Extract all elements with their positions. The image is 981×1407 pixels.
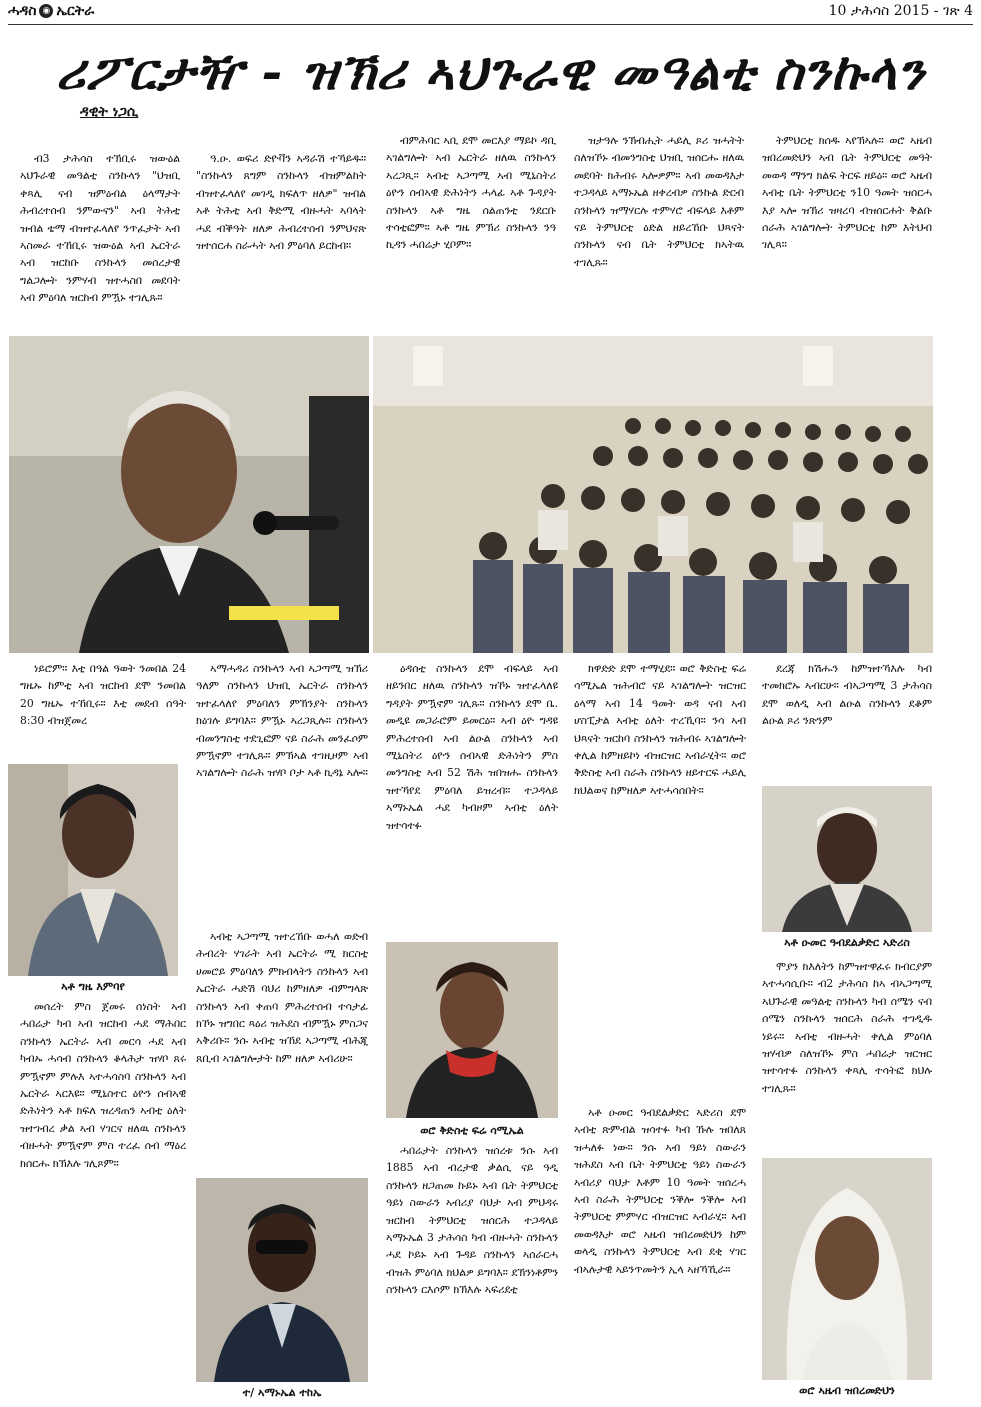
- page-headline: ሪፖርታዥ - ዝኽሪ ኣህጉራዊ መዓልቲ ስንኩላን: [55, 42, 926, 101]
- article-column-2: [196, 150, 366, 322]
- paragraph: ነይሮም። እቲ በዓል ዓወት ንመበል 24 ግዜኡ ከምቲ ኣብ ዝርከብ ደሞ ንመበል 20 ግዜኡ ተኸቢሩ። እቲ መደብ ሰዓት 8:30 ብዝጀመረ: [20, 662, 186, 728]
- paragraph: ኣብቲ ኣጋጣሚ ዝተረኸቡ ወሓለ ወድብ ሕብረት ሃገራት ኣብ ኤርትራ ሚ ክርስቲ ሀመሮይ ምዕባለን ምክብላትን ስንኩላን ኣብ ኤርትራ ሓድሽ ባህሪ ከምዘለዎ ብምግላጽ ስንኩላን ኣብ ቀጠባ ምሕረተሰብ ተሳታፊ ክኾኑ ዝግበር ጻዕሪ ዝሕደስ ብምዃኑ ምስጋና ኣቅሪቡ። ንሱ ኣብቲ ዝኸደ ኣጋጣሚ ብሕጂ ጸቢብ ኣገልግሎታት ከም ዘለዎ ኣብሪሁ።: [196, 930, 368, 1065]
- globe-logo-icon: ◉: [39, 4, 53, 18]
- paragraph: ደረጃ ክሽሑን ከምዝተኻእሉ ካብ ተመክሮኡ ኣብርሁ። ብኣጋጣሚ 3 ታሕሳስ ደሞ ወለዲ ኣብ ልዑል ስንኩላን ደቆም ልዑል ጾሪ ንጽንም: [762, 662, 932, 728]
- paragraph: ኣማሓዳሪ ስንኩላን ኣብ ኣጋጣሚ ዝኽሪ ዓለም ስንኩላን ህዝቢ ኤርትራ ስንኩላን ዝተፈላለየ ምዕባለን ምኽንያት ስንኩላን ክዕገሉ ይግባእ። ምዃኑ ኣረጋጺሉ። ስንኩላን ብመንግስቲ ተደጊፎም ናይ ስራሕ መንፈሶም ምዃኖም ተገሊጹ። ምኽኣል ተገዚዞም ኣብ ኣገልግሎት ስራሕ ዝሃቦ ቦታ ኣቶ ኪዳኔ ኣሎ።: [196, 662, 368, 780]
- article-column-14: [574, 1104, 746, 1400]
- article-column-4: [574, 132, 744, 322]
- article-column-7: [196, 660, 368, 922]
- paragraph: ዕዳሰቲ ስንኩላን ደሞ ብፍላይ ኣብ ዘይንበር ዘለዉ ስንኩላን ዝኾኑ ዝተፈላለዩ ግዳያት ምዃኖም ገሊጹ። ስንኩላን ደሞ ቤ. መዲዩ መጋራሮም ይመርዕ። ኣብ ዕዮ ግዳዩ ምሕረተሰብ ኣብ ልዑል ስንኩላን ኣብ ሚኒስትሪ ዕዮን ሰብኣዊ ድሕነትን ምስ መንግስቲ ኣብ 52 ሽሕ ዝበዝሑ ስንኩላን ዝተኻየደ ምዕባለ ይዝረብ። ተጋዳላይ ኣማኑኤል ሓደ ካብዞም ኣብቲ ዕለት ዝተሳተፉ: [386, 662, 558, 832]
- paragraph: ብምሕባር ኣቢ ደሞ መርእያ ማይኮ ዳቢ ኣገልግሎት ኣብ ኤርትራ ዘለዉ ስንኩላን ኣረጋጺ። ኣብቲ ኣጋጣሚ ኣብ ሚኒስትሪ ዕዮን ሰብኣዊ ድሕነትን ሓላፊ ኣቶ ጉዳያት ስንኩላን ኣቶ ግዜ ሰልጠንቲ ንደርቡ ተሳቲፎም። ኣቶ ግዜ ምኽሪ ስንኩላን ንዓ ኪዳን ሓበሬታ ሂቦም።: [386, 134, 556, 252]
- caption-man-cap: ኣቶ ዑመር ዓብደልቃድር ኣድሪስ: [784, 936, 910, 949]
- paragraph: ክዋድድ ደሞ ተማሂደ። ወሮ ቅድስቲ ፍሬ ሳሚኤል ዝሕብሮ ናይ ኣገልግሎት ዝርዝር ዕላማ ኣብ 14 ዓመት ወዳ ናብ ኣብ ሆስፒታል ኣብቲ ዕለት ተረኺባ። ንሳ ኣብ ህጻናት ዝርከባ ስንኩላን ዝሕብሩ ኣገልግሎት ቀሊል ከምዘይኮነ ብዝርዝር ኣብራሂት። ወሮ ቅድስቲ ኣብ ስራሕ ስንኩላን ዘይተርፍ ሓይሊ ክህልወና ከምዘለዎ ኣተሓሳሰበት።: [574, 662, 746, 797]
- paragraph: ዓ.ዑ. ወፍሪ ድዮቫን ኣዳራሽ ተኻይዱ። "ስንኩላን ጸግም ስንኩላን ብዝምልከት ብዝተፈላለየ መገዲ ክፍለጥ ዘለዎ" ዝብል ኣቶ ትሕቲ ኣብ ቅድሚ ብዙሓት ኣባላት ሓደ ብቕዓት ዘለዎ ሕብረተሰብ ንምህናጽ ዝተሰርሐ ስራሓት ኣብ ምዕባለ ይርከብ።: [196, 152, 366, 253]
- brand-name-part2: ኤርትራ: [56, 3, 95, 19]
- portrait-man-checked-shirt: [8, 764, 178, 976]
- article-column-10: [762, 660, 932, 780]
- caption-woman-center: ወሮ ቅድስቲ ፍሬ ሳሚኤል: [420, 1124, 524, 1137]
- caption-man-left: ኣቶ ግዜ እምባየ: [61, 980, 125, 993]
- paragraph: ዝታዓሉ ንኽብሒት ሓይሊ ጾሪ ዝሓትት ስለዝኾኑ ብመንግስቲ ህዝቢ ዝሰርሑ ዘለዉ መደባት ክሕብሩ ኣሎዎም። ኣብ መወዳእታ ተጋዳላይ ኣማኑኤል ዘቀረብዎ ስንኩል ድርብ ስንኩላን ዝማሃርሉ ተምሃሮ ብፍላይ እቶም ናይ ትምህርቲ ዕድል ዘይረኸቡ ህጻናት ስንኩላን ናብ ቤት ትምህርቲ ክኣትዉ ተገሊጹ።: [574, 134, 744, 269]
- article-column-6: [20, 660, 186, 752]
- speaker-at-podium-photo: [9, 336, 369, 653]
- paragraph: መሰረት ምስ ጀመሩ ሰነስት ኣብ ሓበሬታ ካብ ኣብ ዝርከብ ሓደ ማሕበር ስንኩላን ኤርትራ ኣብ መርሳ ሓደ ኣብ ካብኡ ሓሳብ ስንኩላን ቆላሕታ ዝሃቦ ጸሩ ምዃኖም ምሉእ ኣተሓሳስባ ስንኩላን ኣብ ኤርትራ ኣርእዩ። ሚኒስተር ዕዮን ሰብኣዊ ድሕነትን ኣቶ ክፍለ ዝረዳጠን ኣብቲ ዕለት ዝተገብረ ቃል ኣብ ሃገርና ዘለዉ ስንኩላን ብዙሓት ምዃኖም ምስ ተረፈ ሰብ ማዕረ ክሰርሑ ክኽእሉ ገሊጾም።: [20, 1000, 186, 1170]
- byline: ዳዊት ነጋሲ: [80, 104, 139, 120]
- paragraph: ብ3 ታሕሳስ ተኽቢሩ ዝውዕል ኣህጉራዊ መዓልቲ ስንኩላን "ህዝቢ ቀጻሊ ናብ ዝምዕብል ዕላማታት ሕብረተሰብ ንምውናን" ኣብ ትሕቲ ዝብል ቴማ ብዝተፈላለየ ንጥፈታት ኣብ ኣስመራ ተኸቢሩ ዝውዕል ኣብ ኤርትራ ኣብ ዝርከቡ ስንኩላን መሰረታዊ ግልጋሎት ንምሃብ ዝተሓስበ መደባት ኣብ ምዕባለ ዝርከብ ምዃኑ ተገሊጹ።: [20, 152, 180, 305]
- article-column-3: [386, 132, 556, 322]
- paragraph: ኣቶ ዑመር ዓብደልቃድር ኣድሪስ ደሞ ኣብቲ ጽምብል ዝሳተፉ ካብ ኹሉ ዝበለጸ ዝሓለፉ ነው። ንሱ ኣብ ዓይነ ስውራን ዝሕደስ ኣብ ቤት ትምህርቲ ዓይነ ስውራን ኣብሪያ ባህታ እቶም 10 ዓመት ዝሰረሓ ኣብ ስራሕ ትምህርቲ ንቕሎ ንቕሎ ኣብ ትምህርቲ ምምሃር ብዝርዝር ኣብራሂ። ኣብ መወዳእታ ወሮ ኣዜብ ዝበረመድህን ከም ወላዲ ስንኩላን ትምህርቲ ኣብ ደቂ ሃገር ብኣሉታዊ ኣይንጥመትን ኢላ ኣዘኻኺራ።: [574, 1106, 746, 1276]
- newspaper-brand: [8, 3, 94, 19]
- portrait-woman-center: [386, 942, 558, 1118]
- caption-man-sunglasses: ተ/ ኣማኑኤል ተከኤ: [242, 1386, 322, 1399]
- audience-hall-photo: [373, 336, 933, 653]
- portrait-man-white-cap: [762, 786, 932, 932]
- portrait-woman-white-scarf: [762, 1158, 932, 1380]
- article-column-12: [196, 928, 368, 1168]
- article-column-5: [762, 132, 932, 322]
- article-column-9: [574, 660, 746, 1100]
- article-column-11: [20, 998, 186, 1398]
- page-header: [8, 0, 973, 25]
- dateline: 10 ታሕሳስ 2015 - ገጽ 4: [828, 3, 973, 19]
- article-column-13: [386, 1142, 558, 1400]
- article-column-1: [20, 150, 180, 322]
- paragraph: ሞያን ክእለትን ከምዝተዋፈሩ ክብርያም ኣተሓሳሲቡ። ብ2 ታሕሳስ ከኣ ብኣጋጣሚ ኣህጉራዊ መዓልቲ ስንኩላን ካብ ሰሜን ናብ ሰሜን ስንኩላን ዝሰርሕ ስራሕ ተገዲዱ ነይሩ። ኣብቲ ብዙሓት ቀሊል ምዕባለ ዝሃብዎ ስለዝኾኑ ምስ ሓበሬታ ዝርዝር ዝተሳተፉ ስንኩላን ቀጻሊ ተሳትፎ ክህሉ ተገሊጹ።: [762, 960, 932, 1095]
- article-column-8: [386, 660, 558, 922]
- caption-woman-right: ወሮ ኣዜብ ዝበረመድህን: [799, 1384, 895, 1397]
- article-column-15: [762, 958, 932, 1150]
- portrait-man-sunglasses: [196, 1178, 368, 1382]
- paragraph: ትምህርቲ ክሰዱ ኣየኽኣሉ። ወሮ ኣዜብ ዝበረመድህን ኣብ ቤት ትምህርቲ መዓት መወዳ ማንግ ክልፍ ትርፍ ዘይዕ። ወሮ ኣዜብ ኣብቲ ቤት ትምህርቲ ን10 ዓመት ዝሰርሓ እያ ኣሎ ዝኽሪ ዝዛረባ ብዝሰርሐት ቅልቡ ሰራሕ ኣገልግሎት ትምህርቲ ከም እትህብ ገሊጻ።: [762, 134, 932, 252]
- paragraph: ሓበሬታት ስንኩላን ዝሰረቱ ንሱ ኣብ 1885 ኣብ ብረታዊ ቃልሲ ናይ ዓዲ ስንኩላን ዘጋጠመ ኩይኑ ኣብ ቤት ትምህርቲ ዓይነ ስውራን ኣብሪያ ባህታ ኣብ ምህዳሩ ዝርከብ ትምህርቲ ዝሰርሕ ተጋዳላይ ኣማኑኤል 3 ታሕሳስ ካብ ብዙሓት ስንኩላን ሓደ ኮይኑ ኣብ ጉዳይ ስንኩላን ኣሰራርሓ ብዝሕ ምዕባለ ክህልዎ ይግባእ። ደኽንነቶምን ስንኩላን ርእሶም ክኽእሉ ኣፍሪደቲ: [386, 1144, 558, 1297]
- brand-name-part: ሓዳስ: [8, 3, 37, 19]
